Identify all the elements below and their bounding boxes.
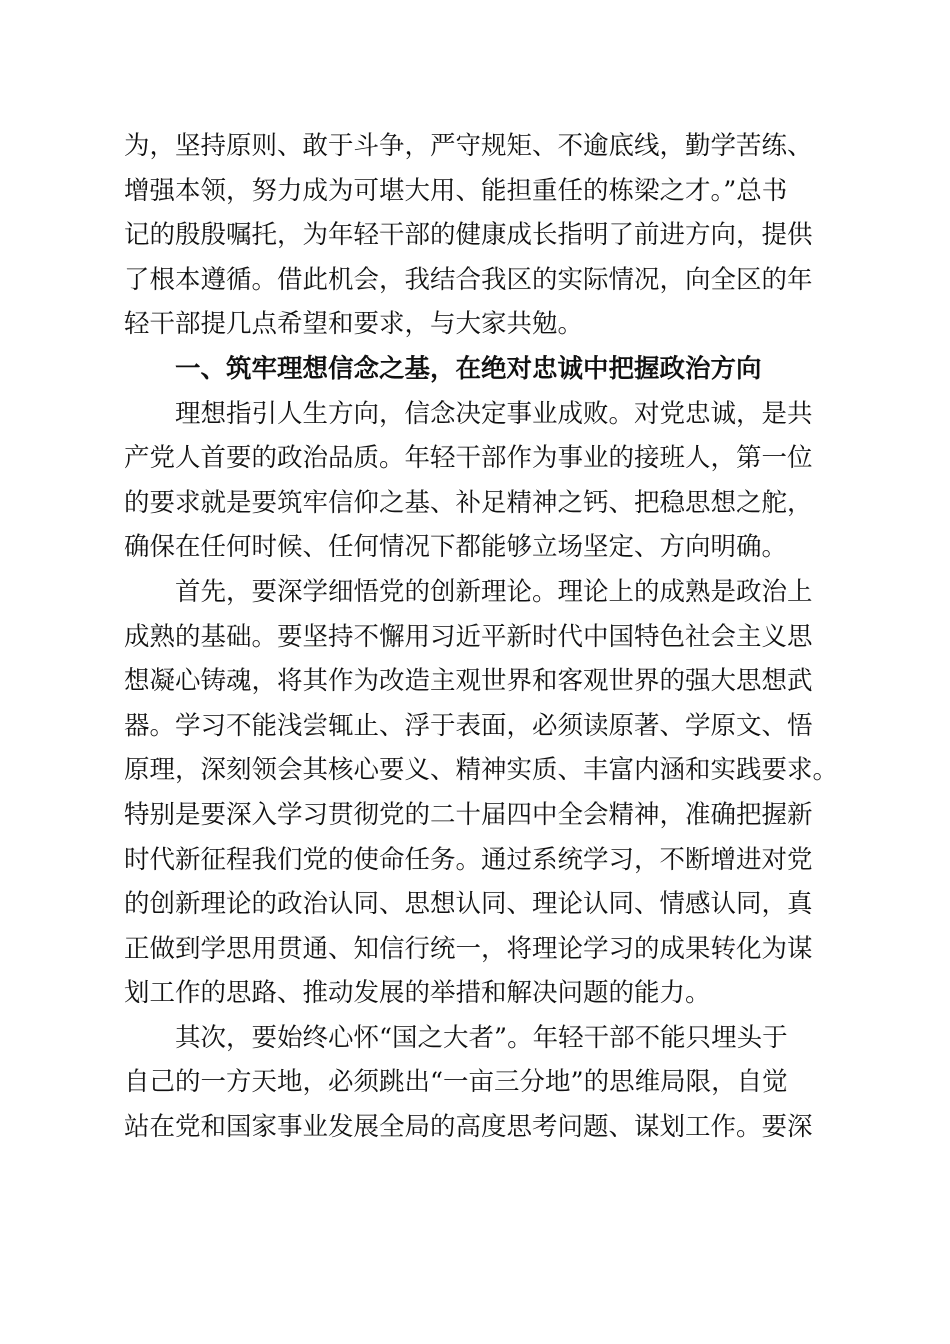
document-body xyxy=(124,124,839,1150)
text-line: 产党人首要的政治品质。年轻干部作为事业的接班人，第一位 xyxy=(124,443,813,474)
text-line: 时代新征程我们党的使命任务。通过系统学习，不断增进对党 xyxy=(124,844,813,875)
text-line: 的创新理论的政治认同、思想认同、理论认同、情感认同，真 xyxy=(124,889,813,920)
text-line: 增强本领，努力成为可堪大用、能担重任的栋梁之才。”总书 xyxy=(124,175,788,206)
text-line: 成熟的基础。要坚持不懈用习近平新时代中国特色社会主义思 xyxy=(124,621,813,652)
text-line: 划工作的思路、推动发展的举措和解决问题的能力。 xyxy=(124,978,711,1009)
text-line: 为，坚持原则、敢于斗争，严守规矩、不逾底线，勤学苦练、 xyxy=(124,131,813,161)
section-heading: 一、筑牢理想信念之基，在绝对忠诚中把握政治方向 xyxy=(124,353,762,384)
text-line: 记的殷殷嘱托，为年轻干部的健康成长指明了前进方向，提供 xyxy=(124,220,813,251)
text-line: 理想指引人生方向，信念决定事业成败。对党忠诚，是共 xyxy=(124,398,813,429)
text-line: 轻干部提几点希望和要求，与大家共勉。 xyxy=(124,309,584,340)
text-line: 了根本遵循。借此机会，我结合我区的实际情况，向全区的年 xyxy=(124,264,813,295)
text-line: 想凝心铸魂，将其作为改造主观世界和客观世界的强大思想武 xyxy=(124,666,813,697)
text-line: 正做到学思用贯通、知信行统一，将理论学习的成果转化为谋 xyxy=(124,933,813,964)
text-line: 站在党和国家事业发展全局的高度思考问题、谋划工作。要深 xyxy=(124,1112,813,1143)
text-line: 器。学习不能浅尝辄止、浮于表面，必须读原著、学原文、悟 xyxy=(124,710,813,741)
text-line: 特别是要深入学习贯彻党的二十届四中全会精神，准确把握新 xyxy=(124,799,813,830)
text-line: 自己的一方天地，必须跳出“一亩三分地”的思维局限，自觉 xyxy=(124,1067,788,1098)
text-line: 的要求就是要筑牢信仰之基、补足精神之钙、把稳思想之舵， xyxy=(124,487,813,518)
text-line: 确保在任何时候、任何情况下都能够立场坚定、方向明确。 xyxy=(124,532,788,563)
text-line: 其次，要始终心怀“国之大者”。年轻干部不能只埋头于 xyxy=(124,1022,788,1053)
text-line: 首先，要深学细悟党的创新理论。理论上的成熟是政治上 xyxy=(124,576,813,607)
text-line: 原理，深刻领会其核心要义、精神实质、丰富内涵和实践要求。 xyxy=(124,755,839,786)
